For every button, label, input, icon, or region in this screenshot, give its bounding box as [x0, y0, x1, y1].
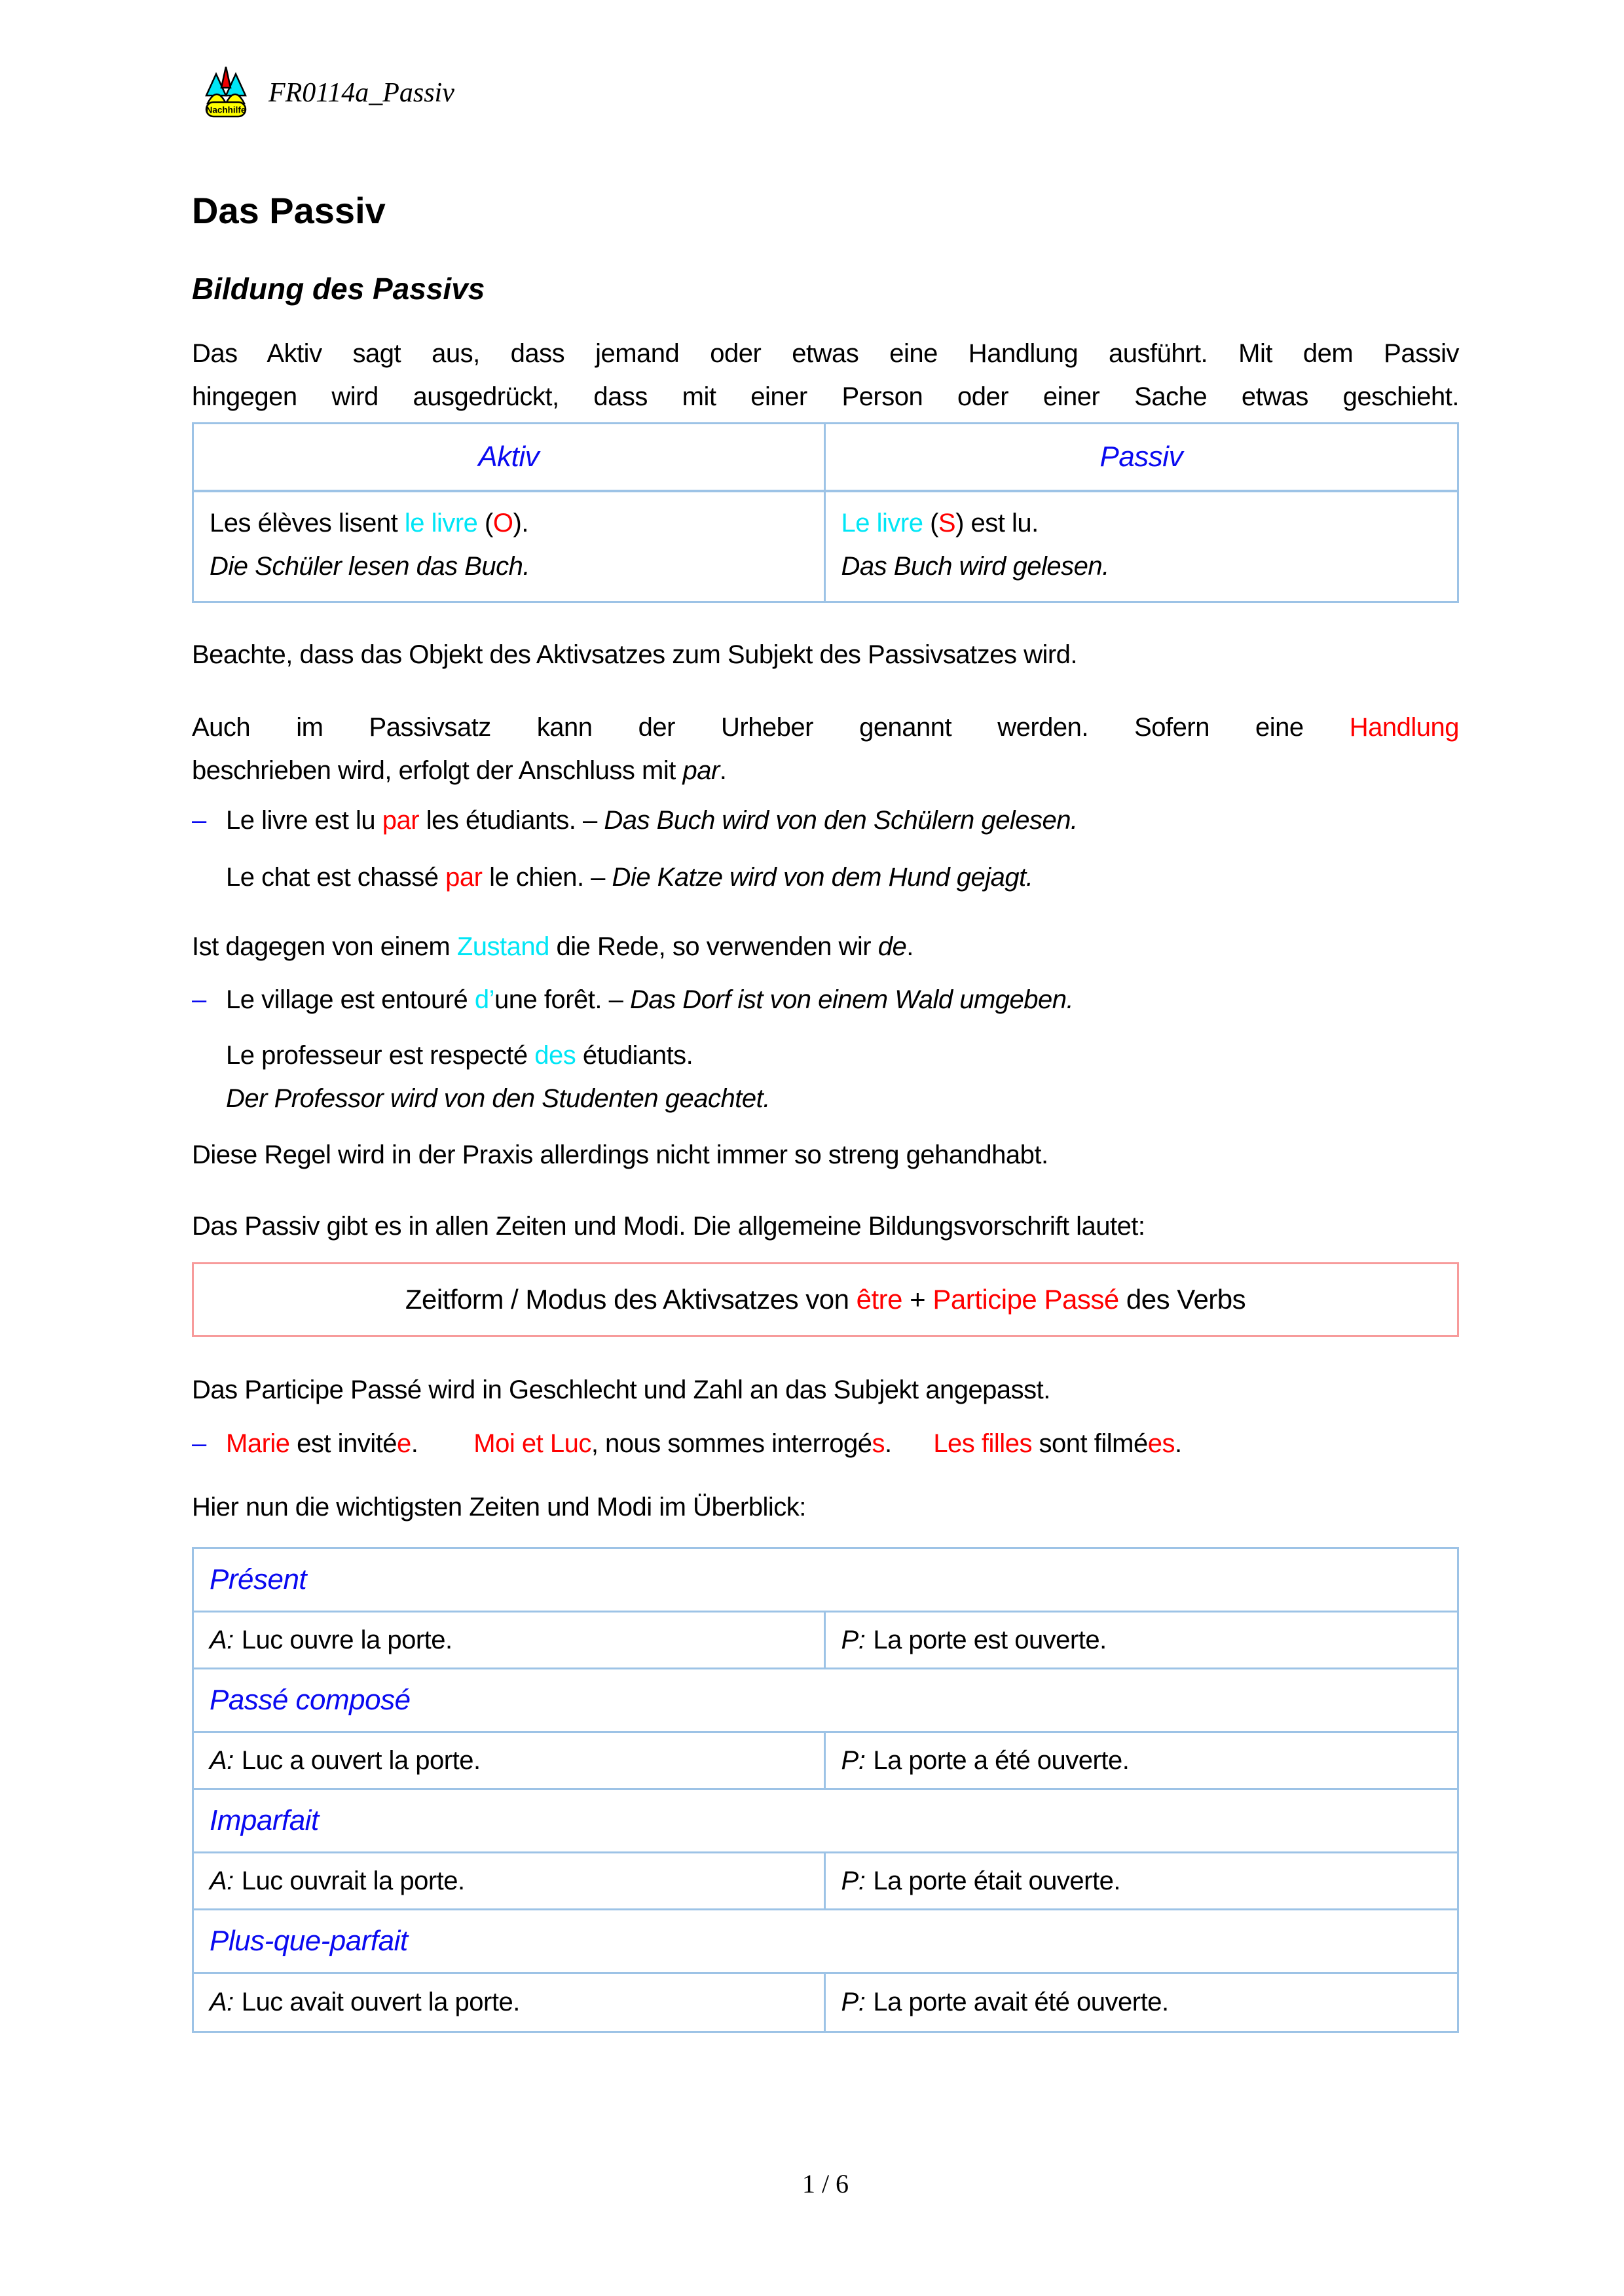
- passiv-prefix: P:: [841, 1625, 866, 1654]
- passiv-prefix: P:: [841, 1988, 866, 2016]
- passiv-prefix: P:: [841, 1745, 866, 1775]
- passiv-german-line: Das Buch wird gelesen.: [841, 552, 1109, 581]
- paragraph-bildungsvorschrift: Das Passiv gibt es in allen Zeiten und Modi. Die allgemeine Bildungsvorschrift lautet:: [192, 1212, 1145, 1241]
- intro-paragraph: [192, 332, 1459, 418]
- aktiv-passiv-table-header: [194, 424, 1457, 492]
- tense-label-imparfait: Imparfait: [194, 1790, 1457, 1853]
- page-title: Das Passiv: [192, 190, 386, 231]
- rule-box: [192, 1262, 1459, 1337]
- nachhilfe-logo: [205, 65, 247, 123]
- section-subtitle: Bildung des Passivs: [192, 272, 485, 306]
- bullet-dash: –: [192, 806, 206, 835]
- intro-line-2: hingegen wird ausgedrückt, dass mit einer Person oder einer Sache etwas geschieht.: [192, 382, 1459, 411]
- example-par-1-text: Le livre est lu par les étudiants. – Das Buch wird von den Schülern gelesen.: [226, 806, 1078, 835]
- aktiv-sentence: Luc ouvre la porte.: [241, 1625, 452, 1654]
- passiv-cell: [826, 492, 1457, 601]
- passiv-prefix: P:: [841, 1866, 866, 1895]
- example-par-2: Le chat est chassé par le chien. – Die Katze wird von dem Hund gejagt.: [226, 863, 1033, 892]
- bullet-dash: –: [192, 985, 206, 1014]
- header-cell-passiv: Passiv: [1099, 441, 1183, 473]
- intro-line-1: Das Aktiv sagt aus, dass jemand oder etwas eine Handlung ausführt. Mit dem Passiv: [192, 339, 1459, 368]
- rule-box-text: Zeitform / Modus des Aktivsatzes von être + Participe Passé des Verbs: [405, 1284, 1246, 1315]
- tense-label-plus-que-parfait: Plus-que-parfait: [194, 1910, 1457, 1974]
- passiv-example-cell: [826, 1613, 1457, 1667]
- logo-center-peak: [221, 67, 231, 88]
- passiv-example-cell: [826, 1733, 1457, 1788]
- auch-line-2: beschrieben wird, erfolgt der Anschluss mit par.: [192, 756, 727, 785]
- aktiv-french-line: Les élèves lisent le livre (O).: [210, 509, 528, 538]
- tense-row-plus-que-parfait: [194, 1974, 1457, 2031]
- aktiv-passiv-table: [192, 422, 1459, 603]
- aktiv-prefix: A:: [210, 1866, 234, 1895]
- aktiv-example-cell: [194, 1853, 826, 1908]
- paragraph-auch: [192, 706, 1459, 792]
- aktiv-prefix: A:: [210, 1745, 234, 1775]
- tenses-table: [192, 1547, 1459, 2033]
- example-de-1: [192, 978, 1459, 1021]
- passiv-example-cell: [826, 1853, 1457, 1908]
- tense-label-passe-compose: Passé composé: [194, 1669, 1457, 1733]
- example-de-1-text: Le village est entouré d’une forêt. – Das Dorf ist von einem Wald umgeben.: [226, 985, 1074, 1014]
- paragraph-zustand: Ist dagegen von einem Zustand die Rede, so verwenden wir de.: [192, 932, 913, 961]
- auch-line-1: Auch im Passivsatz kann der Urheber genannt werden. Sofern eine Handlung: [192, 713, 1459, 742]
- tense-row-imparfait: [194, 1853, 1457, 1910]
- paragraph-participe: Das Participe Passé wird in Geschlecht und Zahl an das Subjekt angepasst.: [192, 1376, 1050, 1404]
- example-agreement: [192, 1422, 1459, 1465]
- page-number: 1 / 6: [802, 2169, 849, 2198]
- aktiv-sentence: Luc a ouvert la porte.: [241, 1745, 481, 1775]
- aktiv-example-cell: [194, 1613, 826, 1667]
- aktiv-cell: [194, 492, 826, 601]
- aktiv-sentence: Luc ouvrait la porte.: [241, 1866, 465, 1895]
- bullet-dash: –: [192, 1429, 206, 1458]
- aktiv-example-cell: [194, 1733, 826, 1788]
- passiv-sentence: La porte était ouverte.: [873, 1866, 1120, 1895]
- example-de-2: Le professeur est respecté des étudiants.: [226, 1041, 693, 1070]
- aktiv-german-line: Die Schüler lesen das Buch.: [210, 552, 530, 581]
- passiv-sentence: La porte avait été ouverte.: [873, 1988, 1169, 2016]
- passiv-sentence: La porte est ouverte.: [873, 1625, 1107, 1654]
- header-cell-aktiv: Aktiv: [194, 424, 826, 490]
- aktiv-sentence: Luc avait ouvert la porte.: [241, 1988, 520, 2016]
- aktiv-prefix: A:: [210, 1988, 234, 2016]
- example-par-1: [192, 799, 1459, 842]
- paragraph-diese-regel: Diese Regel wird in der Praxis allerdings nicht immer so streng gehandhabt.: [192, 1140, 1048, 1169]
- passiv-french-line: Le livre (S) est lu.: [841, 509, 1039, 538]
- aktiv-passiv-table-body: [194, 492, 1457, 601]
- tense-row-passe-compose: [194, 1733, 1457, 1790]
- passiv-example-cell: [826, 1974, 1457, 2031]
- tense-row-present: [194, 1613, 1457, 1669]
- aktiv-example-cell: [194, 1974, 826, 2031]
- paragraph-beachte: Beachte, dass das Objekt des Aktivsatzes zum Subjekt des Passivsatzes wird.: [192, 640, 1078, 669]
- document-code: FR0114a_Passiv: [268, 78, 454, 108]
- logo-text: Nachhilfe: [206, 105, 246, 115]
- tense-label-present: Présent: [194, 1549, 1457, 1613]
- paragraph-hier-nun: Hier nun die wichtigsten Zeiten und Modi im Überblick:: [192, 1493, 806, 1522]
- aktiv-prefix: A:: [210, 1625, 234, 1654]
- example-agreement-text: Marie est invitée. Moi et Luc, nous sommes interrogés. Les filles sont filmées.: [226, 1429, 1182, 1458]
- passiv-sentence: La porte a été ouverte.: [873, 1745, 1130, 1775]
- example-de-2-translation: Der Professor wird von den Studenten geachtet.: [226, 1084, 770, 1113]
